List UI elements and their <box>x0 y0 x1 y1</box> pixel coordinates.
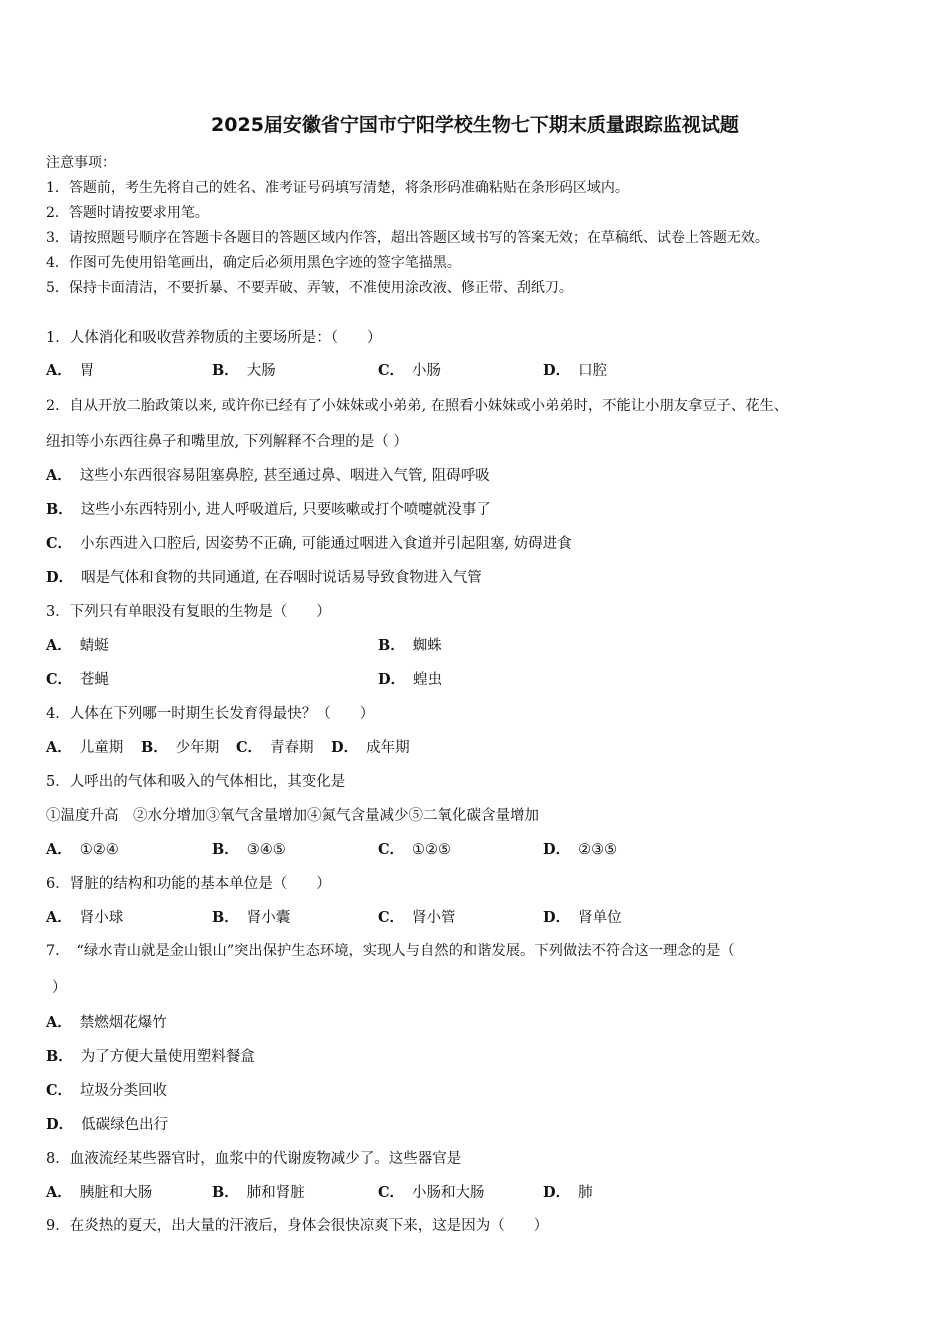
question-2-stem-cont: 纽扣等小东西往鼻子和嘴里放, 下列解释不合理的是（ ） <box>46 434 408 450</box>
question-7-stem-cont: ） <box>52 980 67 996</box>
question-3-option-a: A． 蜻蜓 <box>46 637 109 654</box>
question-8-stem: 8．血液流经某些器官时，血浆中的代谢废物减少了。这些器官是 <box>46 1151 462 1167</box>
question-4-stem: 4．人体在下列哪一时期生长发育得最快？（ ） <box>46 706 375 722</box>
question-3-stem: 3．下列只有单眼没有复眼的生物是（ ） <box>46 604 331 620</box>
question-6-option-d: D． 肾单位 <box>543 909 622 926</box>
question-5-stem: 5．人呼出的气体和吸入的气体相比，其变化是 <box>46 774 346 790</box>
question-7-stem: 7． “绿水青山就是金山银山”突出保护生态环境，实现人与自然的和谐发展。下列做法不符合这一理念的是（ <box>46 943 735 959</box>
question-4-option-c: C． 青春期 <box>236 739 314 756</box>
question-2-option-d: D． 咽是气体和食物的共同通道, 在吞咽时说话易导致食物进入气管 <box>46 569 482 586</box>
question-3-option-d: D． 蝗虫 <box>378 671 443 688</box>
question-6-option-a: A． 肾小球 <box>46 909 124 926</box>
question-1-option-d: D． 口腔 <box>543 362 608 379</box>
question-6-option-b: B． 肾小囊 <box>212 909 291 926</box>
question-4-option-a: A． 儿童期 <box>46 739 124 756</box>
question-2-stem: 2．自从开放二胎政策以来, 或许你已经有了小妹妹或小弟弟, 在照看小妹妹或小弟弟时，不能让小朋友拿豆子、花生、 <box>46 398 789 414</box>
question-6-option-c: C． 肾小管 <box>378 909 456 926</box>
page-title: 2025届安徽省宁国市宁阳学校生物七下期末质量跟踪监视试题 <box>211 114 739 136</box>
notice-item: 4．作图可先使用铅笔画出，确定后必须用黑色字迹的签字笔描黑。 <box>46 255 461 271</box>
question-5-items: ①温度升高 ②水分增加③氧气含量增加④氮气含量减少⑤二氧化碳含量增加 <box>46 808 539 824</box>
question-3-option-c: C． 苍蝇 <box>46 671 110 688</box>
question-8-option-c: C． 小肠和大肠 <box>378 1184 485 1201</box>
question-2-option-b: B． 这些小东西特别小, 进人呼吸道后, 只要咳嗽或打个喷嚏就没事了 <box>46 501 491 518</box>
notice-item: 2．答题时请按要求用笔。 <box>46 205 209 221</box>
question-4-option-d: D． 成年期 <box>331 739 410 756</box>
question-8-option-a: A． 胰脏和大肠 <box>46 1184 153 1201</box>
notice-item: 5．保持卡面清洁，不要折暴、不要弄破、弄皱，不准使用涂改液、修正带、刮纸刀。 <box>46 280 573 296</box>
question-7-option-c: C． 垃圾分类回收 <box>46 1082 168 1099</box>
question-5-option-c: C． ①②⑤ <box>378 841 452 858</box>
question-5-option-a: A． ①②④ <box>46 841 119 858</box>
question-1-option-c: C． 小肠 <box>378 362 442 379</box>
question-5-option-b: B． ③④⑤ <box>212 841 286 858</box>
question-9-stem: 9．在炎热的夏天，出大量的汗液后，身体会很快凉爽下来，这是因为（ ） <box>46 1218 549 1234</box>
question-6-stem: 6．肾脏的结构和功能的基本单位是（ ） <box>46 876 331 892</box>
question-1-stem: 1．人体消化和吸收营养物质的主要场所是：（ ） <box>46 330 382 346</box>
question-7-option-d: D． 低碳绿色出行 <box>46 1116 169 1133</box>
question-1-option-b: B． 大肠 <box>212 362 276 379</box>
notice-item: 3．请按照题号顺序在答题卡各题目的答题区域内作答，超出答题区域书写的答案无效；在草稿纸、试卷上答题无效。 <box>46 230 769 246</box>
question-8-option-b: B． 肺和肾脏 <box>212 1184 305 1201</box>
question-2-option-a: A． 这些小东西很容易阻塞鼻腔, 甚至通过鼻、咽进入气管, 阻碍呼吸 <box>46 467 490 484</box>
question-2-option-c: C． 小东西进入口腔后, 因姿势不正确, 可能通过咽进入食道并引起阻塞, 妨碍进食 <box>46 535 572 552</box>
notice-heading: 注意事项： <box>46 155 116 171</box>
question-7-option-a: A． 禁燃烟花爆竹 <box>46 1014 167 1031</box>
question-7-option-b: B． 为了方便大量使用塑料餐盒 <box>46 1048 255 1065</box>
question-8-option-d: D． 肺 <box>543 1184 593 1201</box>
notice-item: 1．答题前，考生先将自己的姓名、准考证号码填写清楚，将条形码准确粘贴在条形码区域内。 <box>46 180 629 196</box>
question-4-option-b: B． 少年期 <box>141 739 220 756</box>
question-3-option-b: B． 蜘蛛 <box>378 637 442 654</box>
question-5-option-d: D． ②③⑤ <box>543 841 618 858</box>
question-1-option-a: A． 胃 <box>46 362 95 379</box>
